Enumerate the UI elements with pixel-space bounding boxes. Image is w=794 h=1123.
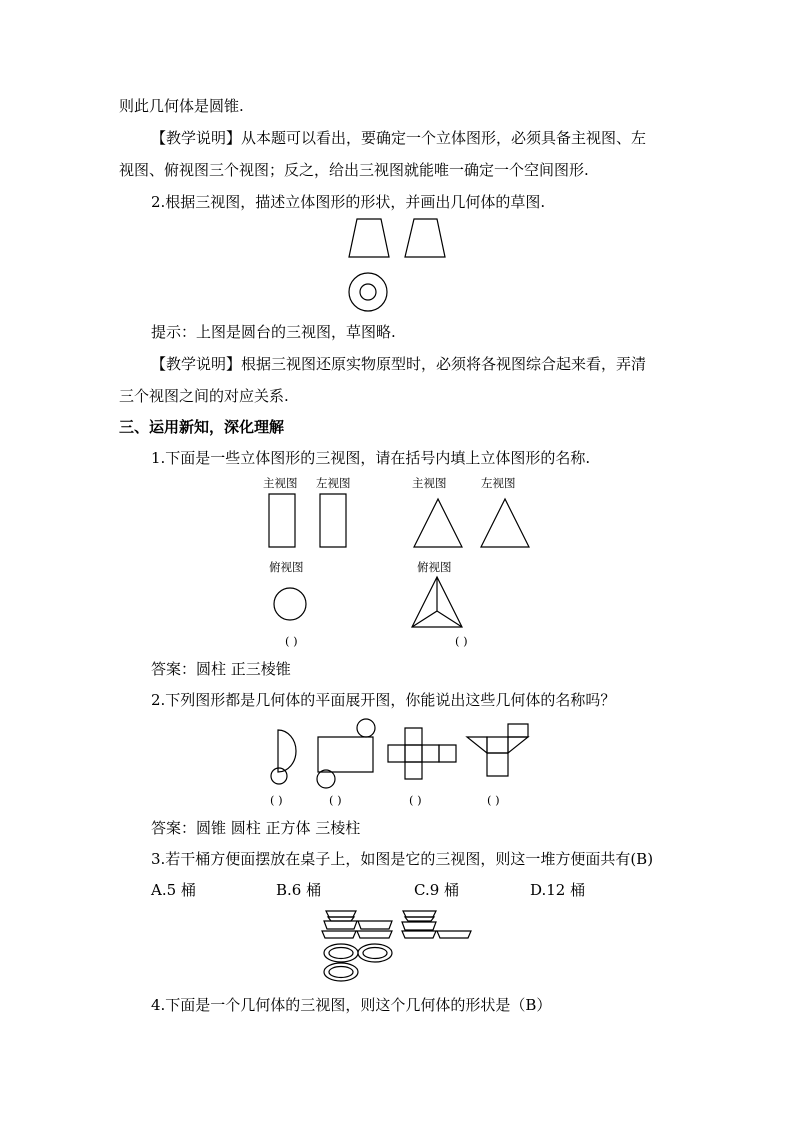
frustum-front-view — [349, 219, 389, 257]
top-view-bowl-1-inner — [329, 948, 353, 959]
q1-top-view-label-2: 俯视图 — [417, 560, 452, 574]
top-view-bowl-2-inner — [363, 948, 387, 959]
left-bowl-top-inner — [405, 917, 434, 921]
paragraph-conclusion: 则此几何体是圆锥. — [119, 97, 244, 115]
question-2-prompt: 2.下列图形都是几何体的平面展开图，你能说出这些几何体的名称吗？ — [151, 691, 616, 709]
frustum-three-views — [349, 219, 445, 311]
front-bowl-low-right — [357, 931, 392, 938]
front-bowl-top — [326, 911, 356, 917]
cube-net — [388, 728, 456, 779]
question-4-prompt: 4.下面是一个几何体的三视图，则这个几何体的形状是（B） — [151, 996, 552, 1014]
prism-net-rect-center — [487, 737, 508, 753]
cube-net-face-top — [405, 728, 422, 745]
q2-answer-bracket-4: ( ) — [487, 793, 500, 807]
question-1-prompt: 1.下面是一些立体图形的三视图，请在括号内填上立体图形的名称. — [151, 449, 591, 467]
cylinder-top-view — [274, 588, 306, 620]
prism-net-rect-bottom — [487, 753, 508, 776]
cylinder-left-view — [320, 494, 346, 547]
q2-answer-bracket-3: ( ) — [409, 793, 422, 807]
option-b: B.6 桶 — [276, 881, 322, 899]
cube-net-face-right-2 — [439, 745, 456, 762]
cube-net-face-center — [405, 745, 422, 762]
left-bowl-mid — [402, 922, 436, 930]
cylinder-front-view — [269, 494, 295, 547]
q2-answer-bracket-2: ( ) — [329, 793, 342, 807]
pyramid-left-view — [481, 499, 529, 547]
option-c: C.9 桶 — [414, 881, 460, 899]
q1-top-view-label-1: 俯视图 — [269, 560, 304, 574]
left-bowl-top — [403, 911, 436, 917]
cube-net-face-left — [388, 745, 405, 762]
cone-net-sector — [278, 730, 296, 772]
noodle-front-view — [322, 911, 392, 938]
cone-net-base — [271, 768, 287, 784]
prism-net-left-triangle — [467, 737, 487, 753]
q1-answer-bracket-1: ( ) — [285, 634, 298, 648]
pyramid-front-view — [414, 499, 462, 547]
teaching-note-1-line-1: 【教学说明】从本题可以看出，要确定一个立体图形，必须具备主视图、左 — [151, 129, 647, 147]
cone-net — [271, 730, 296, 784]
cube-net-face-bottom — [405, 762, 422, 779]
prism-net-right-triangle — [508, 737, 528, 753]
noodle-top-view — [324, 944, 392, 981]
frustum-left-view — [405, 219, 445, 257]
q1-answer-bracket-2: ( ) — [455, 634, 468, 648]
noodle-left-view — [402, 911, 471, 938]
question-2-answer: 答案：圆锥 圆柱 正方体 三棱柱 — [151, 819, 361, 837]
option-a: A.5 桶 — [151, 881, 196, 899]
cylinder-net-bottom-circle — [317, 770, 335, 788]
cylinder-net-lateral — [318, 737, 373, 772]
front-bowl-mid-left — [324, 921, 357, 929]
prism-net-rect-top — [508, 724, 528, 737]
q1-left-view-label-2: 左视图 — [481, 476, 516, 490]
teaching-note-1-line-2: 视图、俯视图三个视图；反之，给出三视图就能唯一确定一个空间图形. — [119, 161, 589, 179]
q1-front-view-label-2: 主视图 — [412, 476, 447, 490]
left-bowl-low-left — [402, 931, 436, 938]
teaching-note-2-line-1: 【教学说明】根据三视图还原实物原型时，必须将各视图综合起来看，弄清 — [151, 355, 647, 373]
cylinder-net — [317, 719, 375, 788]
q1-front-view-label-1: 主视图 — [263, 476, 298, 490]
question-3-prompt: 3.若干桶方便面摆放在桌子上，如图是它的三视图，则这一堆方便面共有(B) — [151, 850, 654, 868]
exercise-2-prompt: 2.根据三视图，描述立体图形的形状，并画出几何体的草图. — [151, 193, 546, 211]
q2-answer-bracket-1: ( ) — [270, 793, 283, 807]
top-view-bowl-3-inner — [329, 967, 353, 978]
q1-left-view-label-1: 左视图 — [316, 476, 351, 490]
option-d: D.12 桶 — [530, 881, 586, 899]
cylinder-net-top-circle — [357, 719, 375, 737]
frustum-top-view-outer — [349, 273, 387, 311]
hint-text: 提示：上图是圆台的三视图，草图略. — [151, 323, 396, 341]
front-bowl-low-left — [322, 931, 356, 938]
frustum-top-view-inner — [360, 284, 376, 300]
teaching-note-2-line-2: 三个视图之间的对应关系. — [119, 387, 289, 405]
cube-net-face-right-1 — [422, 745, 439, 762]
question-1-answer: 答案：圆柱 正三棱锥 — [151, 660, 291, 678]
section-3-heading: 三、运用新知，深化理解 — [119, 418, 285, 436]
left-bowl-low-right — [437, 931, 471, 938]
triangular-prism-net — [467, 724, 528, 776]
front-bowl-mid-right — [358, 921, 392, 929]
cylinder-three-views — [269, 494, 346, 620]
pyramid-three-views — [412, 499, 529, 627]
